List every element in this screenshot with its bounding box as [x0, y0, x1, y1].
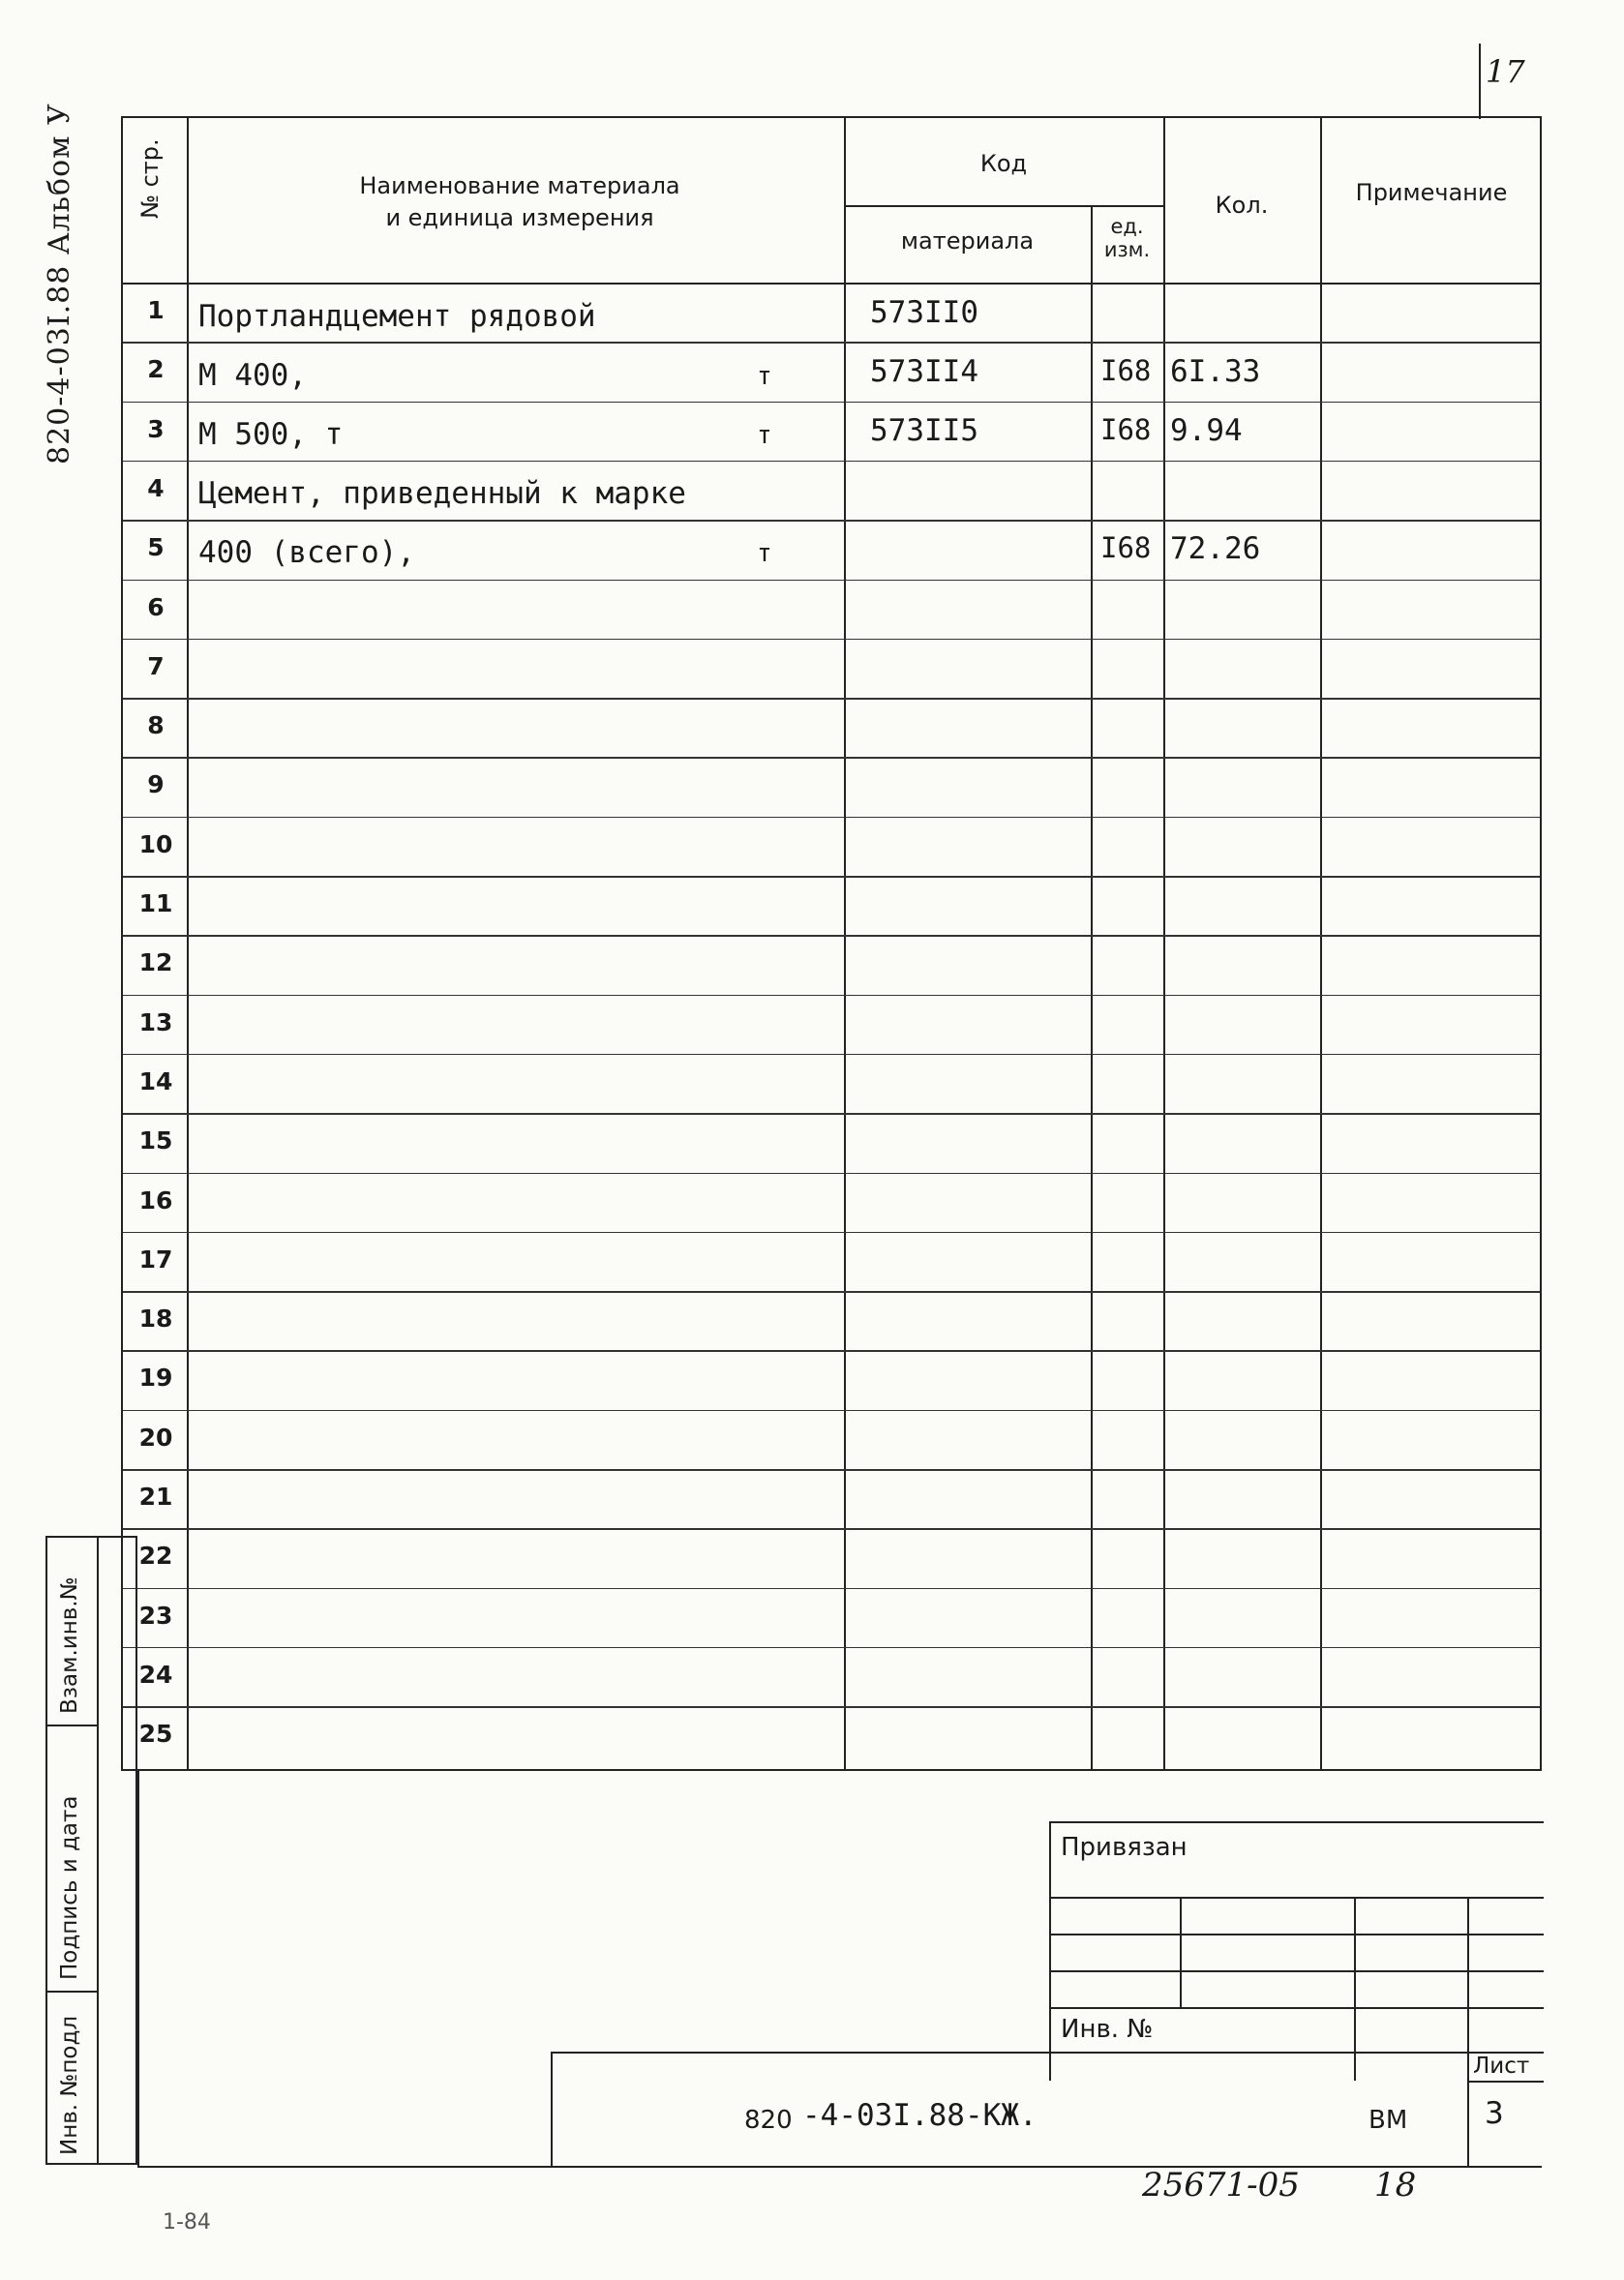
row-number: 24 [138, 1660, 173, 1689]
row-1-name: Портландцемент рядовой [198, 299, 596, 334]
row-3-unit-code: I68 [1100, 413, 1152, 446]
tb-main-top [551, 2052, 1544, 2054]
row-line [123, 1706, 1540, 1708]
row-line [123, 757, 1540, 759]
strip-cell-inv-sub [47, 1993, 97, 2163]
row-number: 25 [138, 1720, 173, 1749]
strip-cell-replace-inv [47, 1538, 97, 1726]
row-number: 4 [147, 473, 165, 502]
strip-sign-date: Подпись и дата [57, 1795, 82, 1980]
row-number: 14 [138, 1066, 173, 1095]
row-number: 23 [138, 1601, 173, 1630]
row-5-unit-code: I68 [1100, 531, 1152, 564]
row-3-quantity: 9.94 [1170, 413, 1243, 448]
row-line [123, 580, 1540, 582]
row-5-name: 400 (всего), [198, 535, 415, 570]
header-quantity: Кол. [1215, 192, 1269, 219]
strip-replace-inv: Взам.инв.№ [57, 1576, 82, 1714]
tb-bound-left [1049, 1821, 1051, 2081]
row-5-unit: т [757, 539, 772, 568]
header-code-unit-line1: ед. [1110, 215, 1144, 238]
row-number: 1 [147, 296, 165, 324]
tb-bound-top [1049, 1821, 1544, 1823]
row-number: 16 [138, 1185, 173, 1215]
row-line [123, 1588, 1540, 1590]
bound-label: Привязан [1061, 1833, 1188, 1862]
header-name-line2: и единица измерения [385, 204, 654, 231]
tb-bound-col1 [1180, 1897, 1182, 2007]
row-number: 5 [147, 533, 165, 562]
header-bottom-line [123, 283, 1540, 285]
row-line [123, 1410, 1540, 1412]
corner-divider [1479, 44, 1481, 119]
col-divider-unit [1163, 118, 1165, 1769]
row-number: 20 [138, 1423, 173, 1452]
row-line [123, 1232, 1540, 1234]
row-4-name: Цемент, приведенный к марке [198, 476, 686, 511]
tb-bound-row2 [1049, 1934, 1544, 1935]
row-line [123, 639, 1540, 641]
strip-cell-sign-date [47, 1726, 97, 1993]
strip-inv-sub: Инв. №подл [57, 2015, 82, 2155]
tb-bound-row1 [1049, 1897, 1544, 1899]
row-line [123, 698, 1540, 700]
row-line [123, 1469, 1540, 1471]
row-number: 19 [138, 1364, 173, 1393]
col-divider-qty [1320, 118, 1322, 1769]
tb-sheet-divider [1467, 2081, 1544, 2083]
row-line [123, 402, 1540, 404]
doc-prefix: 820 [744, 2106, 793, 2135]
sheet-number: 3 [1485, 2096, 1504, 2131]
header-row-number: № стр. [136, 138, 164, 219]
strip-divider [97, 1538, 99, 2163]
row-3-unit: т [757, 421, 772, 450]
row-number: 9 [147, 770, 165, 799]
row-number: 18 [138, 1305, 173, 1334]
header-code: Код [979, 150, 1028, 177]
col-divider-name [844, 118, 846, 1769]
row-line [123, 1350, 1540, 1352]
row-number: 15 [138, 1126, 173, 1155]
row-number: 12 [138, 948, 173, 977]
row-line [123, 520, 1540, 522]
row-number: 21 [138, 1483, 173, 1511]
corner-page-number: 17 [1486, 53, 1525, 90]
handwritten-sheet: 18 [1374, 2166, 1417, 2205]
row-2-unit-code: I68 [1100, 354, 1152, 387]
row-2-material-code: 573II4 [870, 354, 978, 389]
row-line [123, 461, 1540, 463]
code-subheader-line [844, 205, 1163, 207]
row-2-quantity: 6I.33 [1170, 354, 1261, 389]
album-side-label: 820-4-03I.88 Альбом У [43, 103, 76, 465]
row-5-quantity: 72.26 [1170, 531, 1261, 566]
row-number: 6 [147, 592, 165, 621]
doc-code: -4-03I.88-КЖ. [802, 2098, 1038, 2133]
row-line [123, 935, 1540, 937]
row-1-material-code: 573II0 [870, 295, 978, 330]
tb-bound-row4 [1049, 2007, 1544, 2009]
row-number: 10 [138, 829, 173, 858]
header-code-unit-line2: изм. [1103, 238, 1151, 261]
row-number: 2 [147, 355, 165, 384]
row-3-material-code: 573II5 [870, 413, 978, 448]
row-number: 17 [138, 1245, 173, 1274]
header-code-material: материала [900, 227, 1035, 255]
row-2-unit: т [757, 362, 772, 391]
row-number: 11 [138, 889, 173, 917]
tb-main-left [551, 2052, 553, 2166]
row-line [123, 1054, 1540, 1056]
row-3-name: М 500, т [198, 417, 344, 452]
row-line [123, 995, 1540, 997]
header-name-line1: Наименование материала [359, 172, 680, 199]
doc-mark: ВМ [1368, 2106, 1408, 2135]
row-number: 13 [138, 1007, 173, 1036]
row-line [123, 817, 1540, 819]
row-line [123, 1113, 1540, 1115]
row-number: 22 [138, 1542, 173, 1571]
stamp-strip [45, 1536, 137, 2165]
row-line [123, 1647, 1540, 1649]
sheet-label: Лист [1473, 2054, 1530, 2079]
row-line [123, 1173, 1540, 1175]
row-line [123, 876, 1540, 878]
header-note: Примечание [1355, 179, 1508, 206]
row-line [123, 1291, 1540, 1293]
form-code: 1-84 [163, 2210, 211, 2235]
row-line [123, 1528, 1540, 1530]
inv-label: Инв. № [1061, 2015, 1154, 2044]
tb-bound-row3 [1049, 1970, 1544, 1972]
tb-bound-col3 [1467, 1897, 1469, 2166]
col-divider-material [1091, 205, 1093, 1769]
row-number: 7 [147, 651, 165, 680]
row-number: 3 [147, 414, 165, 443]
handwritten-number: 25671-05 [1142, 2166, 1300, 2205]
row-2-name: М 400, [198, 358, 307, 393]
row-number: 8 [147, 711, 165, 740]
specification-table [121, 116, 1542, 1771]
title-block [137, 1771, 1542, 2168]
row-line [123, 342, 1540, 344]
